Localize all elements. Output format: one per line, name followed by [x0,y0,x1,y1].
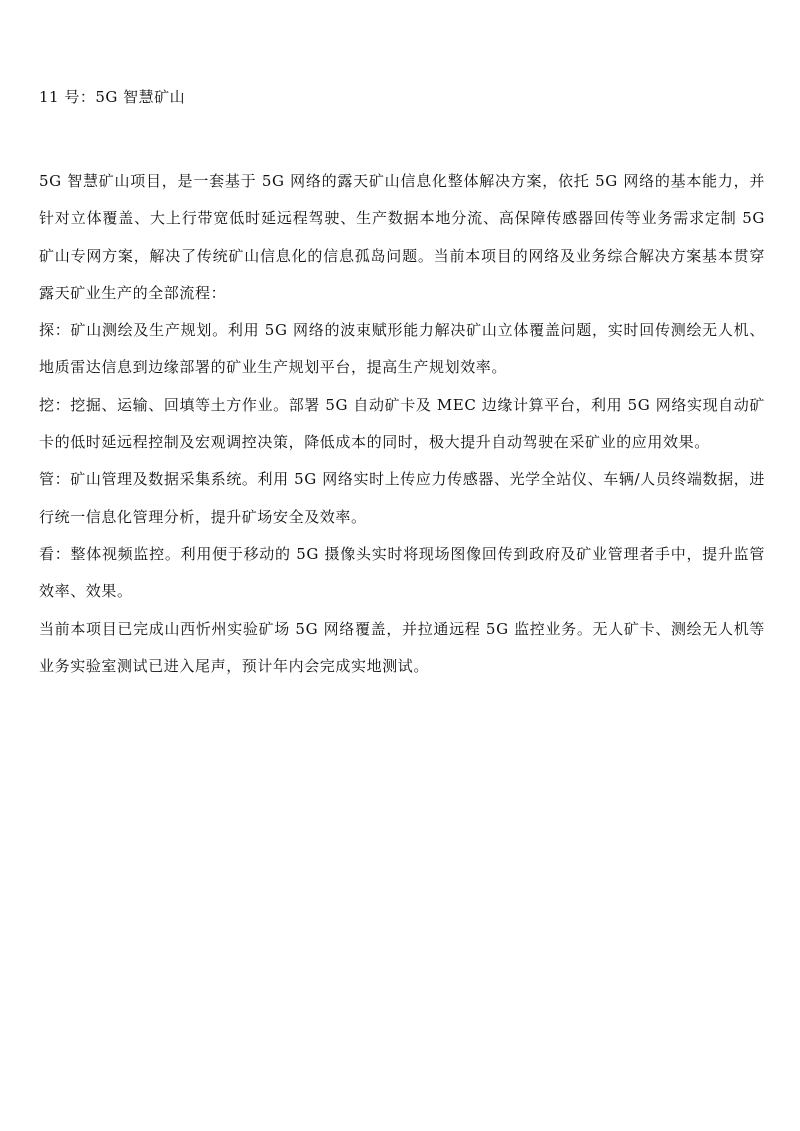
document-body [39,163,765,685]
paragraph-watch: 看：整体视频监控。利用便于移动的 5G 摄像头实时将现场图像回传到政府及矿业管理者手中，提升监管效率、效果。 [39,544,765,601]
paragraph-explore: 探：矿山测绘及生产规划。利用 5G 网络的波束赋形能力解决矿山立体覆盖问题，实时回传测绘无人机、地质雷达信息到边缘部署的矿业生产规划平台，提高生产规划效率。 [39,321,765,377]
paragraph-intro: 5G 智慧矿山项目，是一套基于 5G 网络的露天矿山信息化整体解决方案，依托 5G 网络的基本能力，并针对立体覆盖、大上行带宽低时延远程驾驶、生产数据本地分流、高保障传感器回传等业务需求定制 5G 矿山专网方案，解决了传统矿山信息化的信息孤岛问题。当前本项目的网络及业务综合解决方案基本贯穿露天矿业生产的全部流程： [39,172,765,302]
paragraph-manage: 管：矿山管理及数据采集系统。利用 5G 网络实时上传应力传感器、光学全站仪、车辆/人员终端数据，进行统一信息化管理分析，提升矿场安全及效率。 [39,470,765,526]
document-title: 11 号：5G 智慧矿山 [39,88,186,106]
paragraph-dig: 挖：挖掘、运输、回填等土方作业。部署 5G 自动矿卡及 MEC 边缘计算平台，利用 5G 网络实现自动矿卡的低时延远程控制及宏观调控决策，降低成本的同时，极大提升自动驾驶在采矿业的应用效果。 [39,395,765,452]
paragraph-status: 当前本项目已完成山西忻州实验矿场 5G 网络覆盖，并拉通远程 5G 监控业务。无人矿卡、测绘无人机等业务实验室测试已进入尾声，预计年内会完成实地测试。 [39,619,765,675]
